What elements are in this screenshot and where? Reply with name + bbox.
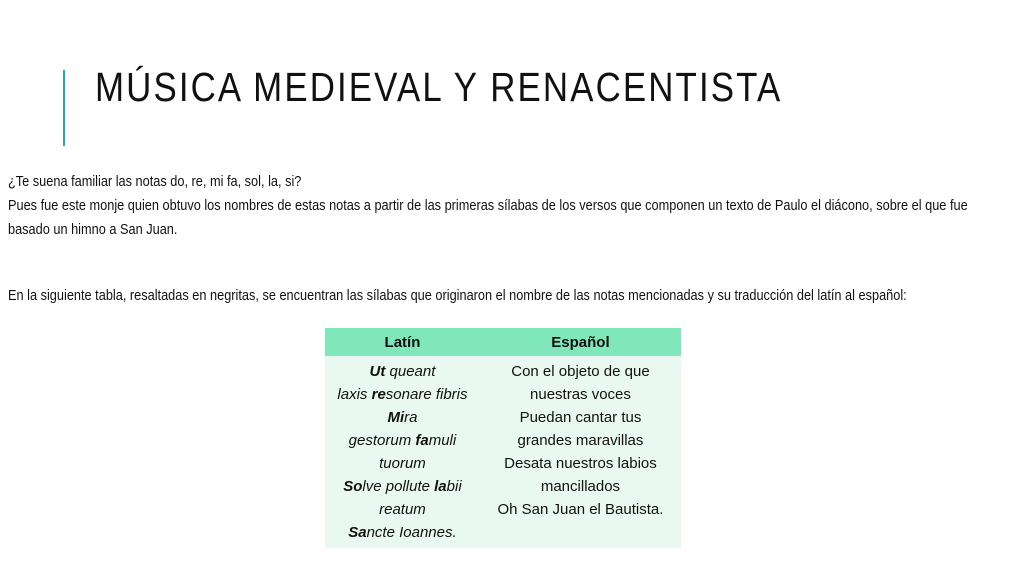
syllable-fa: fa	[415, 432, 429, 449]
latin-line	[329, 429, 476, 452]
table-row	[325, 356, 681, 548]
spanish-line: Puedan cantar tus	[519, 409, 642, 426]
body-text	[8, 170, 986, 308]
syllable-si: Sa	[348, 524, 367, 541]
latin-line-text: sonare fibris	[385, 386, 468, 403]
latin-line-text: reatum	[379, 501, 426, 518]
spanish-line: grandes maravillas	[517, 432, 644, 449]
latin-line-text: bii	[446, 478, 462, 495]
slide-title: MÚSICA MEDIEVAL Y RENACENTISTA	[95, 64, 783, 110]
latin-line	[329, 360, 476, 383]
question-paragraph: ¿Te suena familiar las notas do, re, mi fa, sol, la, si?	[8, 173, 302, 190]
latin-line-text: muli	[428, 432, 457, 449]
paragraph-gap	[8, 242, 986, 284]
latin-line-text: queant	[385, 363, 436, 380]
spanish-line: mancillados	[540, 478, 621, 495]
spanish-line: Oh San Juan el Bautista.	[497, 501, 664, 518]
latin-line-text: ncte Ioannes.	[366, 524, 457, 541]
notes-table	[325, 328, 681, 548]
latin-line	[329, 406, 476, 429]
latin-line	[329, 475, 476, 498]
latin-line-text: lve pollute	[362, 478, 435, 495]
spanish-cell	[480, 356, 681, 548]
latin-line-text: gestorum	[348, 432, 416, 449]
spanish-line: Con el objeto de que	[511, 363, 650, 380]
table-intro-paragraph: En la siguiente tabla, resaltadas en negritas, se encuentran las sílabas que originaron el nombre de las notas mencionadas y su traducción del latín al español:	[8, 287, 907, 304]
syllable-mi: Mi	[387, 409, 405, 426]
spanish-line: Desata nuestros labios	[504, 455, 657, 472]
syllable-la: la	[434, 478, 447, 495]
syllable-ut: Ut	[369, 363, 386, 380]
syllable-re: re	[371, 386, 386, 403]
title-accent-bar	[63, 70, 65, 146]
latin-line	[329, 383, 476, 406]
latin-cell	[325, 356, 480, 548]
syllable-sol: So	[343, 478, 363, 495]
header-latin: Latín	[325, 328, 480, 356]
table-header-row	[325, 328, 681, 356]
latin-line-text: tuorum	[379, 455, 426, 472]
latin-line	[329, 521, 476, 544]
header-spanish: Español	[480, 328, 681, 356]
latin-line	[329, 452, 476, 475]
latin-line	[329, 498, 476, 521]
latin-line-text: laxis	[337, 386, 372, 403]
explanation-paragraph: Pues fue este monje quien obtuvo los nombres de estas notas a partir de las primeras sílabas de los versos que componen un texto de Paulo el diácono, sobre el que fue basado un himno a San Juan.	[8, 197, 968, 238]
spanish-line: nuestras voces	[530, 386, 631, 403]
latin-line-text: ra	[404, 409, 418, 426]
